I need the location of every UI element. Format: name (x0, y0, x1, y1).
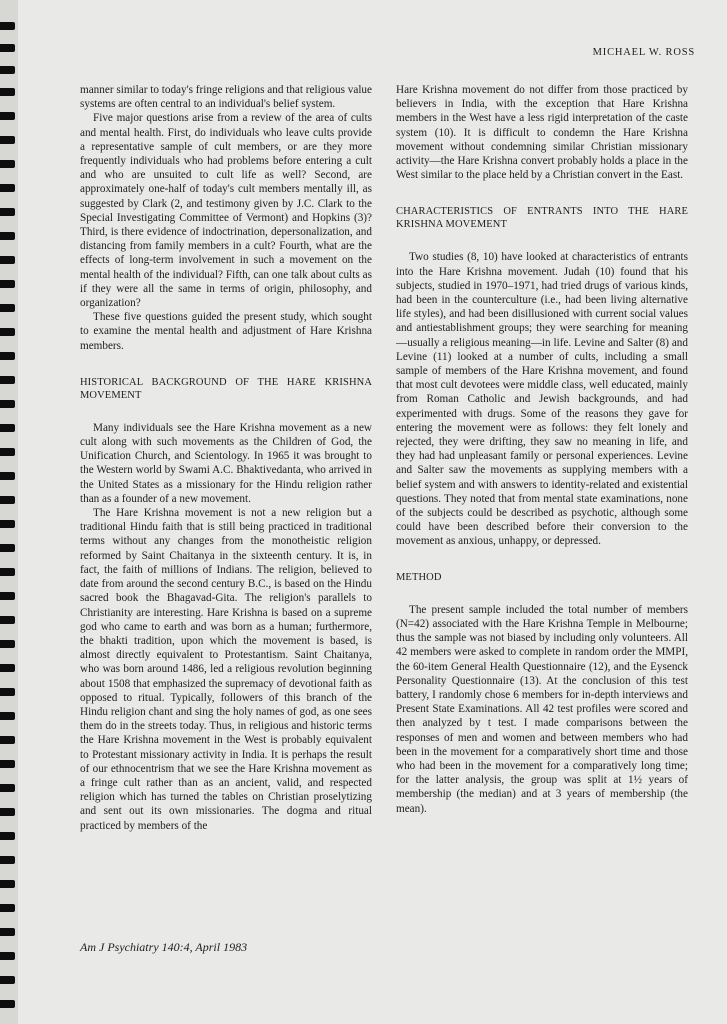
binding-hole (0, 568, 15, 576)
paragraph: The present sample included the total number of members (N=42) associated with the Hare Krishna Temple in Melbourne; thus the sample was not biased by including only volunteers. All 42 members were asked to complete in random order the MMPI, the 60-item General Health Questionnaire (12), and the Eysenck Personality Questionnaire (13). At the conclusion of this test battery, I randomly chose 6 members for in-depth interviews and Present State Examinations. All 42 test profiles were scored and then analyzed by t test. I made comparisons between the responses of men and women and between members who had been in the movement for a comparatively short time and those who had been in the movement for a comparatively long time; for the latter analysis, the group was split at 1½ years of membership (the median) and at 3 years of membership (the mean). (396, 603, 688, 815)
binding-hole (0, 232, 15, 240)
binding-hole (0, 376, 15, 384)
paragraph: Two studies (8, 10) have looked at characteristics of entrants into the Hare Krishna movement. Judah (10) found that his subjects, studied in 1970–1971, had tried drugs of various kinds, had been in the counterculture (i.e., had been living alternative life styles), and had been disillusioned with current social values and antiestablishment groups; they were searching for meaning—usually a religious meaning—in life. Levine and Salter (8) and Levine (11) looked at a number of cults, including a small sample of members of the Hare Krishna movement, and found that most cult devotees were middle class, well educated, mainly from Roman Catholic and Jewish backgrounds, and had experimented with drugs. Some of the reasons they gave for entering the movement were as follows: they felt lonely and rejected, they were drifting, they saw no meaning in life, and they had had unpleasant family or personal experiences. Levine and Salter saw the movements as supplying members with a belief system and with answers to identity-related and existential questions. They noted that from mental state examinations, none of the subjects could be described as psychotic, although some could have been described before their conversion to the movement as anxious, unhappy, or depressed. (396, 251, 688, 548)
paragraph: These five questions guided the present study, which sought to examine the mental health and adjustment of Hare Krishna members. (80, 311, 372, 352)
journal-footer: Am J Psychiatry 140:4, April 1983 (80, 940, 248, 954)
binding-hole (0, 712, 15, 720)
binding-hole (0, 592, 15, 600)
binding-hole (0, 1000, 15, 1008)
binding-hole (0, 496, 15, 504)
binding-hole (0, 520, 15, 528)
spiral-binding (0, 0, 18, 1024)
binding-hole (0, 880, 15, 888)
binding-hole (0, 544, 15, 552)
section-heading: CHARACTERISTICS OF ENTRANTS INTO THE HARE KRISHNA MOVEMENT (396, 206, 688, 231)
binding-hole (0, 88, 15, 96)
paragraph: Hare Krishna movement do not differ from those practiced by believers in India, with the exception that Hare Krishna members in the West have a less rigid interpretation of the caste system (10). It is difficult to condemn the Hare Krishna movement without condemning similar Christian missionary activity—the Hare Krishna convert probably holds a place in the West similar to the place held by a Christian convert in the East. (396, 84, 688, 182)
binding-hole (0, 66, 15, 74)
binding-hole (0, 184, 15, 192)
binding-hole (0, 856, 15, 864)
binding-hole (0, 784, 15, 792)
binding-hole (0, 904, 15, 912)
paragraph: Many individuals see the Hare Krishna movement as a new cult along with such movements as the Children of God, the Unification Church, and Scientology. In 1965 it was brought to the Western world by Swami A.C. Bhaktivedanta, who arrived in the United States as a missionary for the Hindu religion rather than as a founder of a new movement. (80, 421, 372, 505)
binding-hole (0, 616, 15, 624)
binding-hole (0, 328, 15, 336)
left-column (80, 83, 372, 833)
running-head: MICHAEL W. ROSS (592, 47, 695, 58)
binding-hole (0, 22, 15, 30)
binding-hole (0, 760, 15, 768)
binding-hole (0, 304, 15, 312)
binding-hole (0, 136, 15, 144)
binding-hole (0, 352, 15, 360)
binding-hole (0, 664, 15, 672)
binding-hole (0, 808, 15, 816)
binding-hole (0, 928, 15, 936)
paragraph: manner similar to today's fringe religions and that religious value systems are often central to an individual's belief system. (80, 84, 372, 111)
binding-hole (0, 44, 15, 52)
binding-hole (0, 208, 15, 216)
binding-hole (0, 736, 15, 744)
binding-hole (0, 832, 15, 840)
binding-hole (0, 688, 15, 696)
paragraph: Five major questions arise from a review of the area of cults and mental health. First, do individuals who leave cults provide a representative sample of cult members, or are they more frequently individuals who had problems before entering a cult and who are unsuited to cult life as well? Second, are approximately one-half of today's cult members mentally ill, as suggested by Clark (2, and testimony given by J.C. Clark to the Special Investigating Committee of Vermont) and Hopkins (3)? Third, is there evidence of indoctrination, depersonalization, and distancing from family members in a cult? Fourth, what are the effects of long-term involvement in such a movement on the mental health of the individual? Fifth, can one talk about cults as if they were all the same in terms of origin, philosophy, and organization? (80, 112, 372, 310)
binding-hole (0, 448, 15, 456)
section-heading: HISTORICAL BACKGROUND OF THE HARE KRISHNA MOVEMENT (80, 376, 372, 401)
section-heading: METHOD (396, 571, 442, 583)
binding-hole (0, 424, 15, 432)
binding-hole (0, 976, 15, 984)
binding-hole (0, 472, 15, 480)
binding-hole (0, 160, 15, 168)
binding-hole (0, 280, 15, 288)
paragraph: The Hare Krishna movement is not a new religion but a traditional Hindu faith that is still being practiced in traditional terms without any changes from the monotheistic religion reformed by Saint Chaitanya in the sixteenth century. It is, in fact, the faith of millions of Indians. The religion, believed to date from around the second century B.C., is based on the Hindu sacred book the Bhagavad-Gita. The religion's parallels to Christianity are interesting. Hare Krishna is based on a supreme god who came to earth and was born as a human; furthermore, the bhakti tradition, upon which the movement is based, is almost directly equivalent to Protestantism. Saint Chaitanya, who was born around 1486, led a religious revolution beginning about 1508 that emphasized the supremacy of devotional faith as opposed to ritual. Typically, followers of this branch of the Hindu religion chant and sing the holy names of god, as one sees them do in the streets today. Thus, in religious and historic terms the Hare Krishna movement in the West is probably equivalent to Protestant missionary activity in India. It is perhaps the result of our ethnocentrism that we see the Hare Krishna movement as a fringe cult rather than as an ancient, valid, and respected religion which has turned the tables on Christian proselytizing and sent out its own missionaries. The dogma and ritual practiced by members of the (80, 507, 372, 832)
binding-hole (0, 952, 15, 960)
binding-hole (0, 640, 15, 648)
binding-hole (0, 112, 15, 120)
binding-hole (0, 256, 15, 264)
binding-hole (0, 400, 15, 408)
right-column (396, 83, 688, 816)
